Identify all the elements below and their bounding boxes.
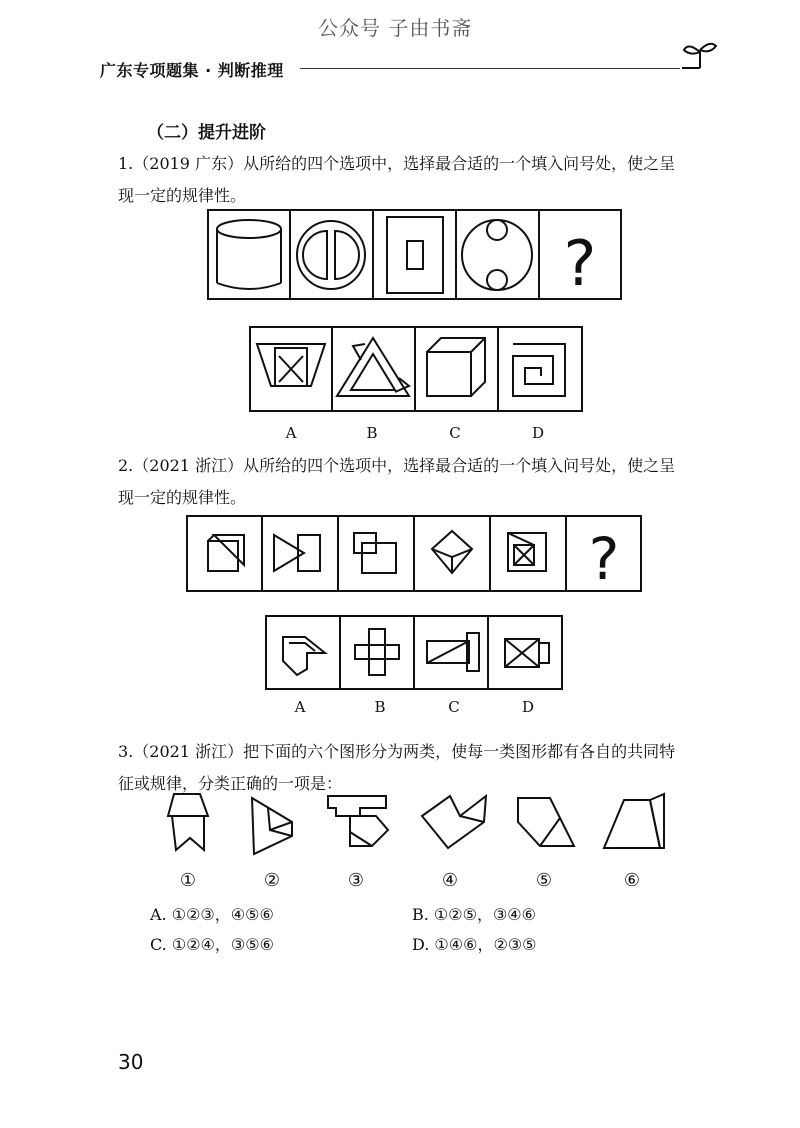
option-a-shape [257,344,325,386]
q2-option-a-shape [283,637,325,675]
question-line-1: （2019 广东）从所给的四个选项中，选择最合适的一个填入问号处，使之呈 [133,154,676,173]
question-number: 1. [118,154,134,173]
watermark-text: 公众号 子由书斋 [318,16,473,40]
split-circle-shape [297,221,365,289]
q3-choice-c[interactable]: C. ①②④，③⑤⑥ [150,935,274,954]
q3-figure-5 [518,798,574,846]
q3-figure-2 [252,798,292,854]
page-number: 30 [118,1050,144,1074]
q2-figure-1 [208,535,244,571]
q3-figure-label-5: ⑤ [535,870,553,891]
nested-rectangles-shape [387,217,443,293]
q3-choice-d[interactable]: D. ①④⑥，②③⑤ [412,935,537,954]
q1-question-mark: ? [563,227,597,300]
sprout-icon [680,38,720,72]
q2-figure-3 [354,533,396,573]
q2-option-c-shape [427,633,479,671]
question-line-2: 现一定的规律性。 [118,186,247,205]
option-d-shape [513,344,565,396]
q3-choice-a[interactable]: A. ①②③，④⑤⑥ [150,905,274,924]
q3-figure-label-4: ④ [441,870,459,891]
q2-figure-4 [432,531,472,573]
q3-figure-1 [168,794,208,850]
question-number: 2. [118,456,134,475]
q1-option-label-c: C [449,424,461,442]
q2-option-label-d: D [521,698,535,716]
q3-figure-4 [422,796,486,848]
question-3-text [118,736,718,800]
section-title: （二）提升进阶 [147,123,266,143]
q3-figure-label-6: ⑥ [623,870,641,891]
question-1-text [118,148,718,212]
q3-choice-b[interactable]: B. ①②⑤，③④⑥ [412,905,536,924]
q2-stem-figures [186,515,642,593]
cylinder-shape [217,220,281,289]
option-c-shape [427,338,485,396]
q1-option-label-a: A [285,424,297,442]
q3-six-figures [160,792,670,858]
q1-option-figures [249,326,583,412]
circle-with-dots-shape [462,220,532,290]
q3-figure-label-3: ③ [347,870,365,891]
question-line-2: 征或规律，分类正确的一项是： [118,774,343,793]
q2-option-label-a: A [294,698,306,716]
q1-stem-figures [207,209,622,301]
q2-option-b-shape [355,629,399,675]
question-line-1: （2021 浙江）从所给的四个选项中，选择最合适的一个填入问号处，使之呈 [133,456,676,475]
question-line-2: 现一定的规律性。 [118,488,247,507]
question-2-text [118,450,718,514]
header-title: 广东专项题集 · 判断推理 [100,61,284,80]
header-rule [300,68,680,69]
option-b-shape [337,338,409,396]
q3-figure-3 [328,796,388,846]
q2-option-label-c: C [448,698,460,716]
q2-figure-5 [508,533,546,571]
question-number: 3. [118,742,134,761]
q2-option-label-b: B [374,698,386,716]
q2-question-mark: ? [588,525,620,593]
q2-option-d-shape [505,639,549,667]
q2-figure-2 [274,535,320,571]
q1-option-label-b: B [366,424,378,442]
q1-option-label-d: D [531,424,545,442]
q3-figure-label-2: ② [263,870,281,891]
q3-figure-6 [604,794,664,848]
question-line-1: （2021 浙江）把下面的六个图形分为两类，使每一类图形都有各自的共同特 [133,742,676,761]
q3-figure-label-1: ① [179,870,197,891]
q2-option-figures [265,615,563,691]
